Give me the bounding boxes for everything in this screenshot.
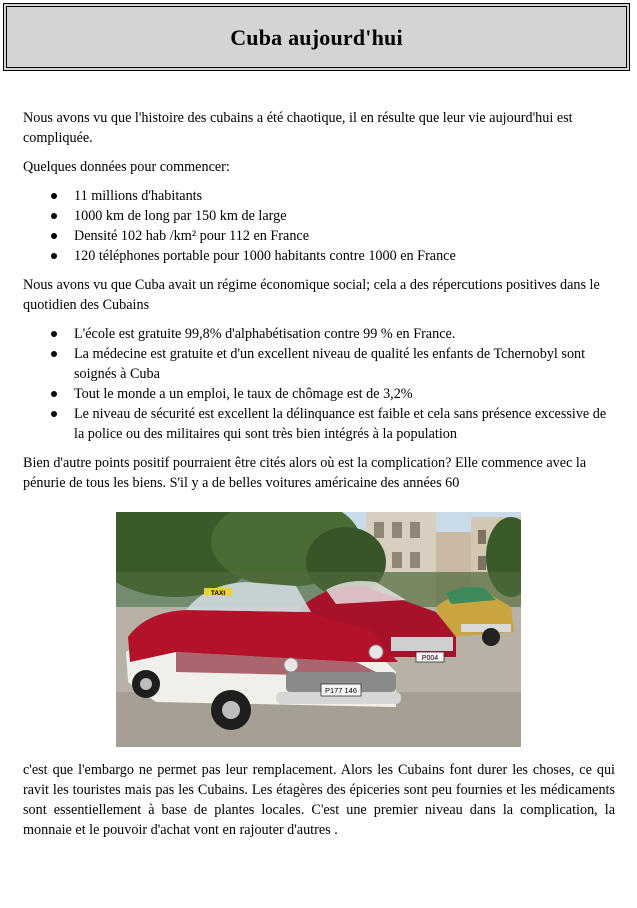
positives-list xyxy=(23,324,615,444)
list-item: 11 millions d'habitants xyxy=(23,186,615,206)
plate-second: P004 xyxy=(421,655,439,662)
bullet-icon xyxy=(51,193,57,199)
list-item: Tout le monde a un emploi, le taux de chômage est de 3,2% xyxy=(23,384,615,404)
title-banner xyxy=(3,3,630,71)
complication-paragraph: Bien d'autre points positif pourraient être cités alors où est la complication? Elle commence avec la pénurie de tous les biens. S'il y a de belles voitures américaine des années 60 xyxy=(23,455,587,491)
bullet-icon xyxy=(51,331,57,337)
bullet-icon xyxy=(51,351,57,357)
bullet-icon xyxy=(51,213,57,219)
classic-cars-photo xyxy=(116,512,521,747)
page-title: Cuba aujourd'hui xyxy=(230,25,403,50)
list-item: La médecine est gratuite et d'un excellent niveau de qualité les enfants de Tchernobyl sont soignés à Cuba xyxy=(23,344,615,384)
article-body xyxy=(23,108,615,502)
closing-paragraph: c'est que l'embargo ne permet pas leur remplacement. Alors les Cubains font durer les choses, ce qui ravit les touristes mais pas les Cubains. Les étagères des épiceries sont peu fournies et les médicaments sont essentiellement à base de plantes locales. C'est une premier niveau dans la complication, la monnaie et le pouvoir d'achat vont en rajouter d'autres . xyxy=(23,762,615,838)
plate-front: P177 146 xyxy=(324,686,358,695)
bullet-icon xyxy=(51,233,57,239)
intro-paragraph: Nous avons vu que l'histoire des cubains a été chaotique, il en résulte que leur vie aujourd'hui est compliquée. xyxy=(23,110,573,146)
list-item: 1000 km de long par 150 km de large xyxy=(23,206,615,226)
list-item: L'école est gratuite 99,8% d'alphabétisation contre 99 % en France. xyxy=(23,324,615,344)
bullet-icon xyxy=(51,253,57,259)
data-list xyxy=(23,186,615,266)
list-item: Densité 102 hab /km² pour 112 en France xyxy=(23,226,615,246)
bullet-icon xyxy=(51,391,57,397)
taxi-sign-label: TAXI xyxy=(210,590,226,597)
regime-paragraph: Nous avons vu que Cuba avait un régime économique social; cela a des répercutions positives dans le quotidien des Cubains xyxy=(23,277,600,313)
bullet-icon xyxy=(51,411,57,417)
data-heading: Quelques données pour commencer: xyxy=(23,159,230,175)
list-item: 120 téléphones portable pour 1000 habitants contre 1000 en France xyxy=(23,246,615,266)
list-item: Le niveau de sécurité est excellent la délinquance est faible et cela sans présence excessive de la police ou des militaires qui sont très bien intégrés à la population xyxy=(23,404,615,444)
